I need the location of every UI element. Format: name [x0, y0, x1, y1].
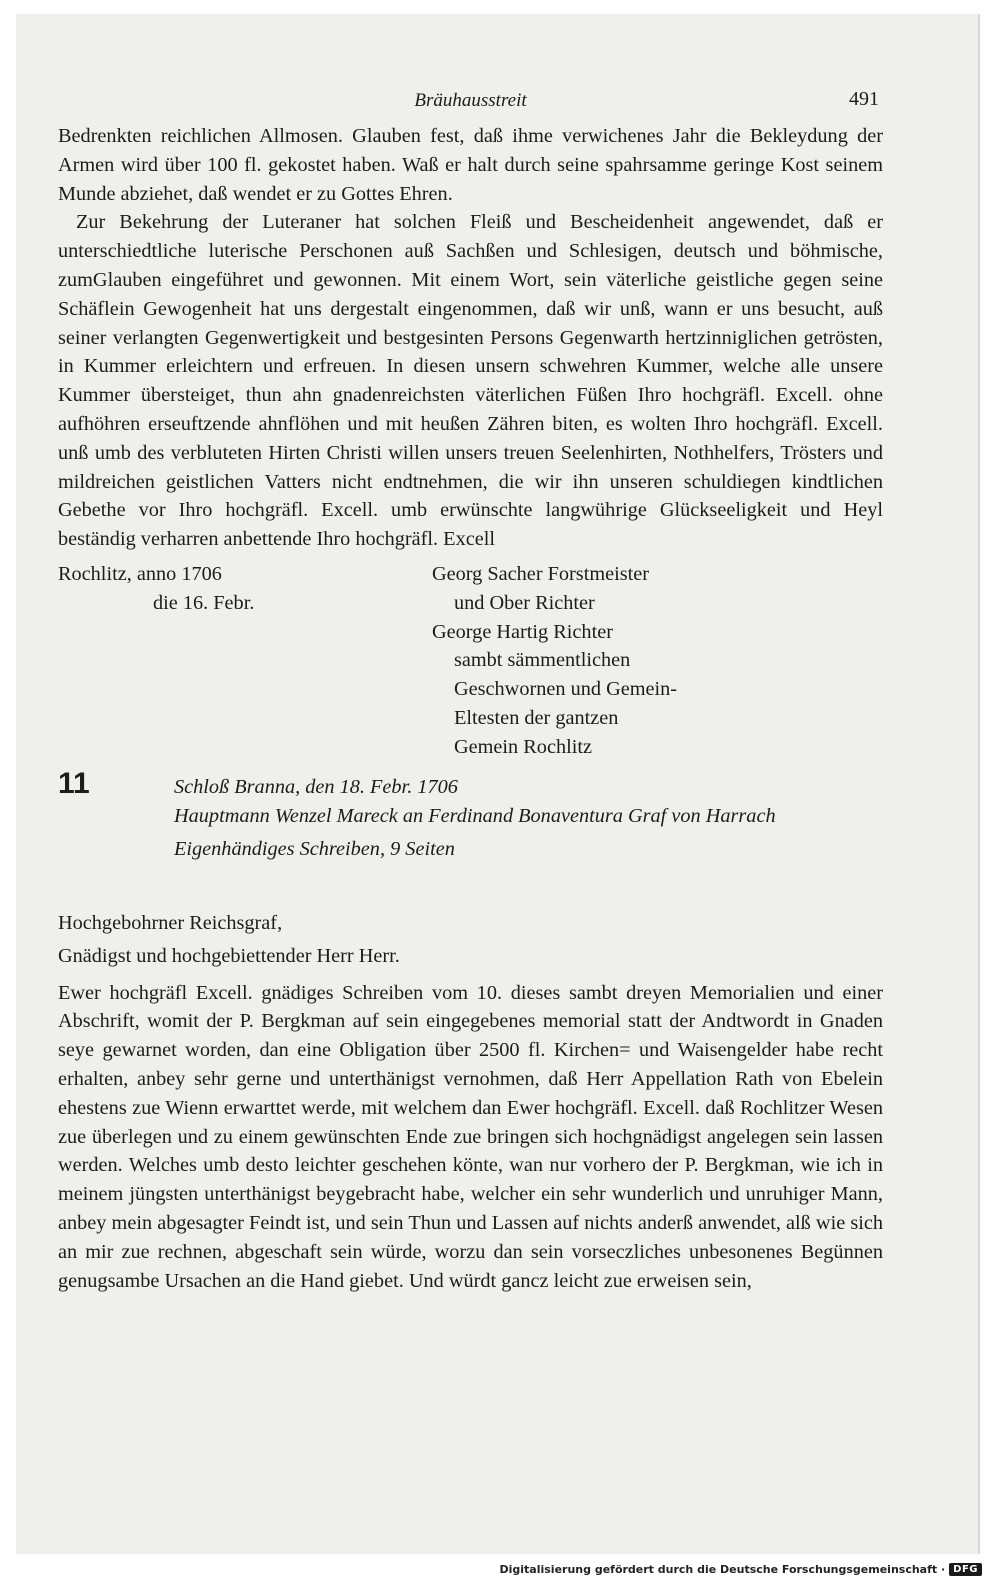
running-head [58, 84, 883, 114]
paragraph: Zur Bekehrung der Luteraner hat solchen Fleiß und Bescheidenheit angewendet, daß er unterschiedtliche luterische Perschonen auß Sachßen und Schlesigen, deutsch und böhmische, zumGlauben eingeführet und gewonnen. Mit einem Wort, sein väterliche geistliche gegen seine Schäflein Gewogenheit hat uns dergestalt eingenommen, daß wir unß, wann er uns besucht, auß seiner verlangten Gegenwertigkeit und bestgesinten Persons Gegenwarth hertzinniglichen getrösten, in Kummer erleichtern und erfreuen. In diesen unsern schwehren Kummer, welche alle unsere Kummer übersteiget, thun ahn gnadenreichsten väterlichen Füßen Ihro hochgräfl. Excell. ohne aufhöhren erseuftzende ahnflöhen und mit heußen Zähren biten, es wolten Ihro hochgräfl. Excell. unß umb des verbluteten Hirten Christi willen unsers treuen Seelenhirten, Nothhelfers, Trösters und mildreichen geistlichen Vatters nicht endtnehmen, die wir ihn unseren schuldiegen kindtlichen Gebethe vor Ihro hochgräfl. Excell. umb erwünschte langwührige Glückseeligkeit und Heyl beständig verharren anbettende Ihro hochgräfl. Excell [58, 211, 883, 551]
place-date-line: Rochlitz, anno 1706 [58, 562, 222, 585]
signatory-line: Eltesten der gantzen [454, 706, 619, 729]
document-source: Eigenhändiges Schreiben, 9 Seiten [174, 837, 455, 860]
signatory-line: Gemein Rochlitz [454, 735, 592, 758]
page-content [58, 84, 883, 1295]
signatory-line: sambt sämmentlichen [454, 649, 631, 672]
salutation-line: Hochgebohrner Reichsgraf, [58, 911, 283, 934]
document-place-date: Schloß Branna, den 18. Febr. 1706 [174, 775, 458, 798]
footer-credit: Digitalisierung gefördert durch die Deutsche Forschungsgemeinschaft · [499, 1562, 946, 1576]
signatories [432, 560, 677, 762]
document-number: 11 [58, 766, 90, 800]
scanned-page [16, 14, 980, 1554]
signature-block [58, 560, 883, 765]
running-title: Bräuhausstreit [414, 90, 527, 111]
dfg-logo: DFG [949, 1563, 982, 1576]
document-sender-recipient: Hauptmann Wenzel Mareck an Ferdinand Bonaventura Graf von Harrach [174, 804, 776, 827]
letter-body [58, 979, 883, 1296]
page-number: 491 [849, 88, 879, 110]
place-date-line: die 16. Febr. [153, 591, 255, 614]
salutation [58, 909, 883, 971]
signatory-line: Georg Sacher Forstmeister [432, 562, 650, 585]
place-date [58, 560, 254, 618]
digitization-footer [499, 1560, 982, 1578]
document-header [58, 766, 883, 903]
document-meta [174, 773, 883, 863]
letter-continuation [58, 122, 883, 554]
signatory-line: Geschwornen und Gemein- [454, 678, 678, 701]
paragraph: Bedrenkten reichlichen Allmosen. Glauben fest, daß ihme verwichenes Jahr die Bekleydung der Armen wird über 100 fl. gekostet haben. Waß er halt durch seine spahrsamme geringe Kost seinem Munde abziehet, daß wendet er zu Gottes Ehren. [58, 125, 883, 205]
signatory-line: George Hartig Richter [432, 620, 613, 643]
paragraph: Ewer hochgräfl Excell. gnädiges Schreiben vom 10. dieses sambt dreyen Memorialien und einer Abschrift, womit der P. Bergkman auf sein eingegebenes memorial statt der Andtwordt in Gnaden seye gewarnet worden, dan eine Obligation über 2500 fl. Kirchen= und Waisengelder habe recht erhalten, anbey sehr gerne und unterthänigst vernohmen, daß Herr Appellation Rath von Ebelein ehestens zue Wienn erwarttet werde, mit welchem dan Ewer hochgräfl. Excell. daß Rochlitzer Wesen zue überlegen und zu einem gewünschten Ende zue bringen sich hochgnädigst angelegen sein lassen werden. Welches umb desto leichter geschehen könte, wan nur vorhero der P. Bergkman, wie ich in meinem jüngsten unterthänigst beygebracht habe, welcher ein sehr wunderlich und unruhiger Mann, anbey mein abgesagter Feindt ist, und sein Thun und Lassen auf nichts anderß anwendet, alß wie sich an mir zue rechnen, abgeschaft sein würde, worzu dan sein vorseczliches unbesonenes Begünnen genugsambe Ursachen an die Hand giebet. Und würdt gancz leicht zue erweisen sein, [58, 981, 883, 1292]
salutation-line: Gnädigst und hochgebiettender Herr Herr. [58, 944, 400, 967]
signatory-line: und Ober Richter [454, 591, 595, 614]
